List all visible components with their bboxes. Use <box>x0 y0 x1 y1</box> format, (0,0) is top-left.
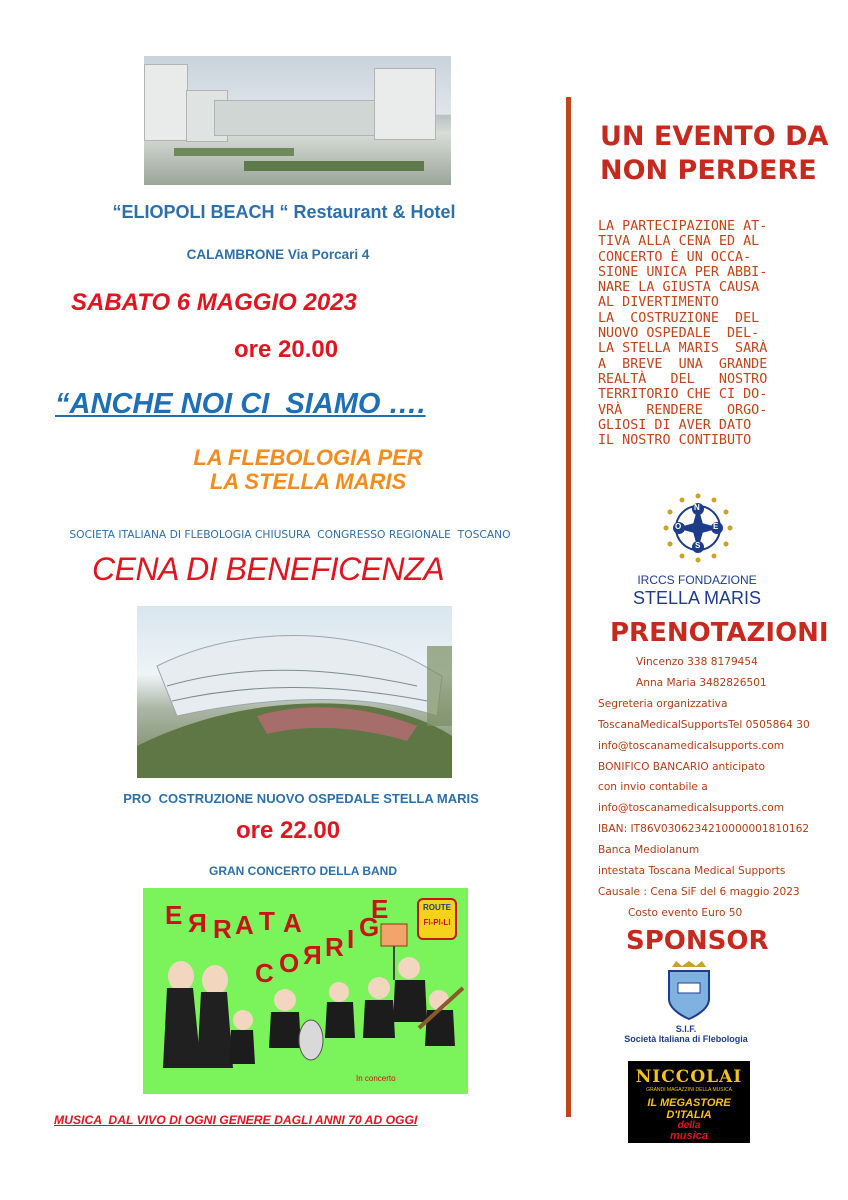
route-badge-line-1: ROUTE <box>423 903 451 912</box>
paragraph-line: NARE LA GIUSTA CAUSA <box>598 280 760 296</box>
contact-line: Segreteria organizzativa <box>598 697 728 710</box>
band-caption: In concerto <box>356 1074 396 1083</box>
niccolai-logo <box>628 1061 750 1143</box>
address: CALAMBRONE Via Porcari 4 <box>186 247 370 262</box>
contact-line: con invio contabile a <box>598 781 708 794</box>
event-date: SABATO 6 MAGGIO 2023 <box>71 289 357 316</box>
niccolai-tagline: GRANDI MAGAZZINI DELLA MUSICA <box>646 1087 732 1093</box>
compass-letter-o: O <box>675 522 682 531</box>
niccolai-line-5: della <box>677 1120 701 1131</box>
iban: IBAN: IT86V0306234210000001810162 <box>598 823 810 836</box>
contact-email[interactable]: info@toscanamedicalsupports.com <box>598 739 785 752</box>
contact-line: Banca Mediolanum <box>598 844 700 857</box>
contact-line: ToscanaMedicalSupportsTel 0505864 30 <box>598 718 810 731</box>
logo-line-1: IRCCS FONDAZIONE <box>637 573 757 587</box>
subtitle <box>160 446 456 494</box>
contacts-block <box>598 652 838 924</box>
pro-text: PRO COSTRUZIONE NUOVO OSPEDALE STELLA MARIS <box>123 791 479 806</box>
band-image: E R R A T A C O R R I G E ROUTE FI-PI-LI In concerto <box>143 888 468 1094</box>
headline <box>600 120 828 188</box>
dinner-time: ore 20.00 <box>234 336 339 363</box>
paragraph-line: IL NOSTRO CONTIBUTO <box>598 433 752 449</box>
paragraph-line: TERRITORIO CHE CI DO- <box>598 387 768 403</box>
slogan: “ANCHE NOI CI SIAMO …. <box>55 388 426 420</box>
paragraph-line: CONCERTO È UN OCCA- <box>598 249 752 265</box>
hotel-name: “ELIOPOLI BEACH “ Restaurant & Hotel <box>112 202 456 222</box>
paragraph-line: LA PARTECIPAZIONE AT- <box>598 219 768 234</box>
dinner-title: CENA DI BENEFICENZA <box>92 551 445 587</box>
compass-letter-n: N <box>694 503 700 512</box>
paragraph-line: VRÀ RENDERE ORGO- <box>598 402 768 418</box>
niccolai-line-4: D'ITALIA <box>666 1109 712 1121</box>
prenotazioni-title: PRENOTAZIONI <box>610 618 829 648</box>
route-badge-line-2: FI-PI-LI <box>423 918 451 927</box>
event-paragraph <box>598 219 820 448</box>
contact-line: intestata Toscana Medical Supports <box>598 865 786 878</box>
compass-letter-e: E <box>713 522 719 531</box>
niccolai-name: NICCOLAI <box>635 1067 743 1087</box>
logo-line-2: STELLA MARIS <box>632 588 762 608</box>
contact-line: Causale : Cena SiF del 6 maggio 2023 <box>598 885 800 898</box>
paragraph-line: TIVA ALLA CENA ED AL <box>598 234 760 250</box>
subtitle-line-1: LA FLEBOLOGIA PER <box>193 445 423 470</box>
subtitle-line-2: LA STELLA MARIS <box>209 469 407 494</box>
contact-line: BONIFICO BANCARIO anticipato <box>598 760 765 773</box>
compass-letter-s: S <box>695 541 701 550</box>
column-divider <box>566 97 571 1117</box>
paragraph-line: AL DIVERTIMENTO <box>598 295 719 311</box>
contact-line: Vincenzo 338 8179454 <box>636 656 758 668</box>
concert-time: ore 22.00 <box>236 817 341 844</box>
niccolai-line-3: IL MEGASTORE <box>647 1097 731 1109</box>
headline-line-2: NON PERDERE <box>600 155 817 186</box>
contact-line: Anna Maria 3482826501 <box>636 676 767 689</box>
paragraph-line: NUOVO OSPEDALE DEL- <box>598 326 760 342</box>
society-text: SOCIETA ITALIANA DI FLEBOLOGIA CHIUSURA CONGRESSO REGIONALE TOSCANO <box>69 528 511 541</box>
concert-title: GRAN CONCERTO DELLA BAND <box>209 864 397 878</box>
stella-maris-compass-logo <box>662 492 734 564</box>
sif-line-2: Società Italiana di Flebologia <box>624 1034 748 1044</box>
paragraph-line: LA COSTRUZIONE DEL <box>598 310 760 326</box>
sif-shield-logo <box>664 961 714 1021</box>
sponsor-title: SPONSOR <box>626 926 769 956</box>
paragraph-line: SIONE UNICA PER ABBI- <box>598 264 768 280</box>
niccolai-line-6: musica <box>670 1130 708 1142</box>
contact-email[interactable]: info@toscanamedicalsupports.com <box>598 802 785 815</box>
paragraph-line: A BREVE UNA GRANDE <box>598 356 768 372</box>
sif-line-1: S.I.F. <box>675 1024 697 1034</box>
music-line: MUSICA DAL VIVO DI OGNI GENERE DAGLI ANNI 70 AD OGGI <box>54 1113 418 1127</box>
contact-line: Costo evento Euro 50 <box>628 906 743 919</box>
paragraph-line: REALTÀ DEL NOSTRO <box>598 371 768 387</box>
paragraph-line: LA STELLA MARIS SARÀ <box>598 341 768 357</box>
headline-line-1: UN EVENTO DA <box>600 121 829 152</box>
paragraph-line: GLIOSI DI AVER DATO <box>598 417 752 433</box>
hospital-rendering <box>137 606 452 778</box>
hotel-photo <box>144 56 451 185</box>
